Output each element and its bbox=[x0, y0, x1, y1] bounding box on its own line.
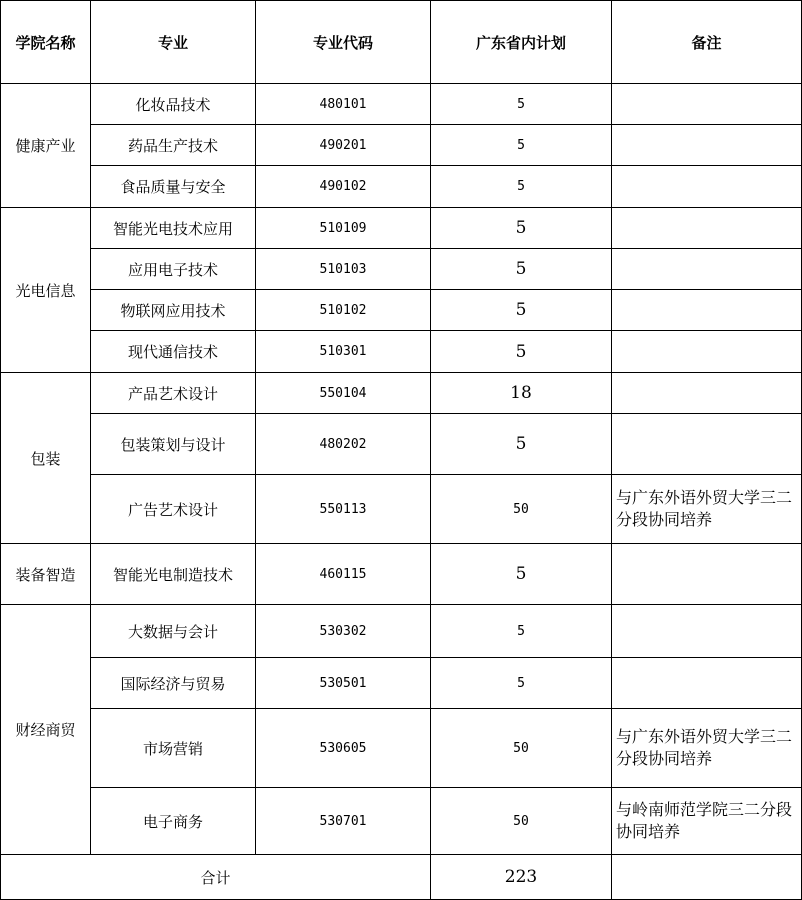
note-cell bbox=[612, 249, 802, 290]
header-college: 学院名称 bbox=[1, 1, 91, 84]
major-cell: 食品质量与安全 bbox=[91, 166, 256, 208]
college-cell: 财经商贸 bbox=[1, 605, 91, 855]
code-cell: 480101 bbox=[256, 84, 431, 125]
plan-cell: 5 bbox=[431, 605, 612, 658]
college-cell: 包装 bbox=[1, 373, 91, 544]
note-cell bbox=[612, 125, 802, 166]
table-row bbox=[1, 331, 802, 373]
major-cell: 大数据与会计 bbox=[91, 605, 256, 658]
major-cell: 物联网应用技术 bbox=[91, 290, 256, 331]
code-cell: 530302 bbox=[256, 605, 431, 658]
table-row bbox=[1, 414, 802, 475]
table-row bbox=[1, 249, 802, 290]
total-note bbox=[612, 855, 802, 900]
major-cell: 化妆品技术 bbox=[91, 84, 256, 125]
major-cell: 现代通信技术 bbox=[91, 331, 256, 373]
plan-cell: 5 bbox=[431, 544, 612, 605]
code-cell: 490102 bbox=[256, 166, 431, 208]
total-value: 223 bbox=[431, 855, 612, 900]
plan-cell: 5 bbox=[431, 166, 612, 208]
code-cell: 510103 bbox=[256, 249, 431, 290]
major-cell: 国际经济与贸易 bbox=[91, 658, 256, 709]
table-row bbox=[1, 373, 802, 414]
plan-cell: 5 bbox=[431, 331, 612, 373]
code-cell: 530701 bbox=[256, 788, 431, 855]
college-cell: 装备智造 bbox=[1, 544, 91, 605]
note-cell bbox=[612, 658, 802, 709]
major-cell: 产品艺术设计 bbox=[91, 373, 256, 414]
plan-cell: 5 bbox=[431, 84, 612, 125]
note-cell bbox=[612, 605, 802, 658]
major-cell: 包装策划与设计 bbox=[91, 414, 256, 475]
code-cell: 460115 bbox=[256, 544, 431, 605]
code-cell: 530501 bbox=[256, 658, 431, 709]
code-cell: 510102 bbox=[256, 290, 431, 331]
header-row bbox=[1, 1, 802, 84]
note-cell: 与岭南师范学院三二分段协同培养 bbox=[612, 788, 802, 855]
major-cell: 应用电子技术 bbox=[91, 249, 256, 290]
note-cell bbox=[612, 414, 802, 475]
major-cell: 市场营销 bbox=[91, 709, 256, 788]
code-cell: 530605 bbox=[256, 709, 431, 788]
table-row bbox=[1, 125, 802, 166]
note-cell: 与广东外语外贸大学三二分段协同培养 bbox=[612, 475, 802, 544]
code-cell: 510301 bbox=[256, 331, 431, 373]
plan-cell: 5 bbox=[431, 290, 612, 331]
college-cell: 光电信息 bbox=[1, 208, 91, 373]
table-row bbox=[1, 290, 802, 331]
table-row bbox=[1, 605, 802, 658]
major-cell: 广告艺术设计 bbox=[91, 475, 256, 544]
code-cell: 490201 bbox=[256, 125, 431, 166]
major-cell: 药品生产技术 bbox=[91, 125, 256, 166]
major-cell: 智能光电技术应用 bbox=[91, 208, 256, 249]
table-row bbox=[1, 166, 802, 208]
table-row bbox=[1, 709, 802, 788]
total-label: 合计 bbox=[1, 855, 431, 900]
note-cell bbox=[612, 290, 802, 331]
table-row bbox=[1, 658, 802, 709]
code-cell: 550113 bbox=[256, 475, 431, 544]
table-row bbox=[1, 84, 802, 125]
code-cell: 550104 bbox=[256, 373, 431, 414]
code-cell: 510109 bbox=[256, 208, 431, 249]
header-plan: 广东省内计划 bbox=[431, 1, 612, 84]
plan-cell: 5 bbox=[431, 249, 612, 290]
note-cell bbox=[612, 373, 802, 414]
plan-cell: 50 bbox=[431, 788, 612, 855]
plan-cell: 18 bbox=[431, 373, 612, 414]
plan-cell: 5 bbox=[431, 414, 612, 475]
note-cell bbox=[612, 544, 802, 605]
plan-cell: 5 bbox=[431, 208, 612, 249]
total-row bbox=[1, 855, 802, 900]
note-cell bbox=[612, 208, 802, 249]
note-cell bbox=[612, 331, 802, 373]
plan-cell: 50 bbox=[431, 475, 612, 544]
major-cell: 电子商务 bbox=[91, 788, 256, 855]
note-cell bbox=[612, 84, 802, 125]
major-cell: 智能光电制造技术 bbox=[91, 544, 256, 605]
table-row bbox=[1, 788, 802, 855]
code-cell: 480202 bbox=[256, 414, 431, 475]
header-code: 专业代码 bbox=[256, 1, 431, 84]
header-note: 备注 bbox=[612, 1, 802, 84]
plan-cell: 5 bbox=[431, 658, 612, 709]
plan-cell: 5 bbox=[431, 125, 612, 166]
note-cell: 与广东外语外贸大学三二分段协同培养 bbox=[612, 709, 802, 788]
header-major: 专业 bbox=[91, 1, 256, 84]
table-row bbox=[1, 475, 802, 544]
plan-cell: 50 bbox=[431, 709, 612, 788]
table-row bbox=[1, 544, 802, 605]
college-cell: 健康产业 bbox=[1, 84, 91, 208]
note-cell bbox=[612, 166, 802, 208]
table-row bbox=[1, 208, 802, 249]
